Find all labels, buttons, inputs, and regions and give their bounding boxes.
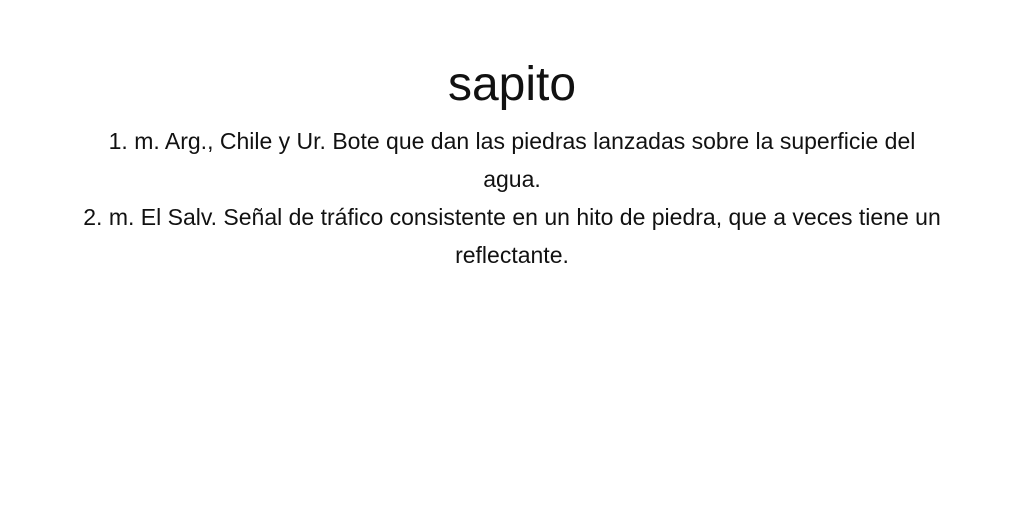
definition-list (80, 122, 944, 274)
definition-2: 2. m. El Salv. Señal de tráfico consistente en un hito de piedra, que a veces tiene un reflectante. (83, 204, 941, 268)
dictionary-entry (80, 54, 944, 274)
definition-1: 1. m. Arg., Chile y Ur. Bote que dan las piedras lanzadas sobre la superficie del agua. (108, 128, 916, 192)
entry-headword: sapito (447, 58, 577, 111)
